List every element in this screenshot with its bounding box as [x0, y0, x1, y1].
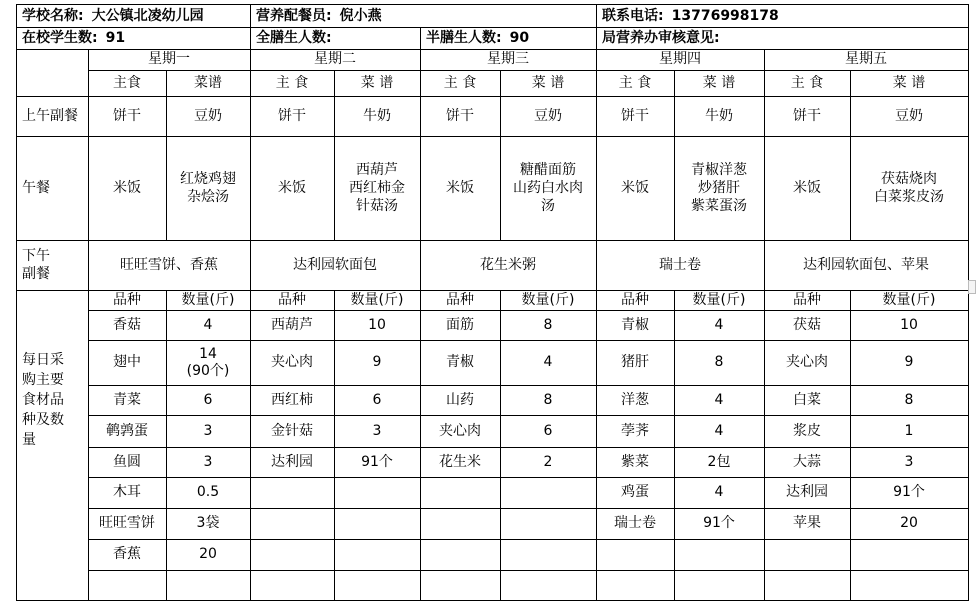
morning-staple: 饼干: [113, 107, 141, 124]
sub-header-menu: 菜 谱: [360, 74, 394, 91]
purchase-quantity: [334, 385, 420, 415]
row-label-purchase: [16, 290, 88, 600]
purchase-quantity: [850, 447, 968, 477]
purchase-item: 香蕉: [113, 546, 141, 563]
purchase-quantity-line: 10: [900, 316, 918, 333]
purchase-quantity-line: 1: [904, 422, 914, 439]
lunch-staple: 米饭: [278, 179, 306, 196]
school-field: [16, 5, 250, 27]
purchase-item: 面筋: [446, 316, 474, 333]
sub-header-staple: 主 食: [618, 74, 652, 91]
purchase-item: 西葫芦: [271, 316, 313, 333]
purchase-quantity: [850, 310, 968, 340]
purchase-quantity: [674, 340, 764, 385]
lunch-dish: 茯菇烧肉: [881, 170, 937, 187]
purchase-header-qty: 数量(斤): [521, 291, 575, 308]
purchase-quantity: [674, 415, 764, 447]
day-header-tue: 星期二: [314, 51, 356, 68]
lunch-dish: 山药白水肉: [513, 179, 583, 196]
phone-label: 联系电话:: [602, 7, 664, 24]
purchase-quantity: [166, 415, 250, 447]
purchase-quantity: [850, 385, 968, 415]
morning-menu: 豆奶: [194, 107, 222, 124]
lunch-staple: 米饭: [446, 179, 474, 196]
row-label-purchase-line1: 每日采: [22, 352, 64, 368]
lunch-menu: [674, 136, 764, 240]
purchase-item: 翅中: [113, 354, 141, 371]
sub-header-menu: 菜谱: [194, 74, 222, 91]
purchase-header-item: 品种: [446, 291, 474, 308]
purchase-quantity: [674, 310, 764, 340]
purchase-item: 夹心肉: [271, 354, 313, 371]
full-board-label: 全膳生人数:: [256, 29, 332, 46]
purchase-item: 达利园: [271, 453, 313, 470]
day-header-thu: 星期四: [659, 51, 701, 68]
purchase-quantity-line: 91个: [893, 484, 925, 501]
purchase-header-qty: 数量(斤): [882, 291, 936, 308]
purchase-item: 旺旺雪饼: [99, 515, 155, 532]
morning-menu: 牛奶: [705, 107, 733, 124]
purchase-item: 浆皮: [793, 422, 821, 439]
half-board-label: 半膳生人数:: [426, 29, 502, 46]
purchase-quantity: [334, 415, 420, 447]
row-label-afternoon: [16, 240, 88, 290]
purchase-item: 荸荠: [621, 422, 649, 439]
purchase-quantity-line: 2包: [707, 453, 731, 470]
afternoon-snack: 达利园软面包、苹果: [803, 256, 929, 273]
nutritionist-name: 倪小燕: [339, 7, 382, 24]
purchase-header-qty: 数量(斤): [350, 291, 404, 308]
purchase-item: 山药: [446, 391, 474, 408]
purchase-quantity-line: 2: [543, 453, 553, 470]
purchase-quantity: [166, 340, 250, 385]
morning-menu: 豆奶: [534, 107, 562, 124]
purchase-item: 青椒: [621, 316, 649, 333]
purchase-quantity: [500, 415, 596, 447]
sub-header-menu: 菜 谱: [892, 74, 926, 91]
bureau-field: [596, 27, 968, 49]
purchase-item: 青菜: [113, 391, 141, 408]
purchase-quantity-line: 4: [543, 354, 553, 371]
purchase-item: 青椒: [446, 354, 474, 371]
purchase-header-item: 品种: [793, 291, 821, 308]
purchase-quantity-line: 8: [543, 316, 553, 333]
half-board-field: [420, 27, 596, 49]
purchase-quantity: [850, 508, 968, 539]
half-board-count: 90: [509, 29, 530, 46]
purchase-quantity-line: 91个: [361, 453, 393, 470]
lunch-dish: 红烧鸡翅: [180, 170, 236, 187]
purchase-quantity-line: 20: [199, 546, 217, 563]
lunch-dish: 汤: [541, 198, 555, 215]
sub-header-staple: 主 食: [443, 74, 477, 91]
school-label: 学校名称:: [22, 7, 84, 24]
lunch-staple: 米饭: [113, 179, 141, 196]
purchase-header-item: 品种: [113, 291, 141, 308]
row-label-morning: 上午副餐: [22, 107, 78, 124]
day-header-wed: 星期三: [487, 51, 529, 68]
row-label-lunch: 午餐: [22, 179, 50, 196]
afternoon-snack: 旺旺雪饼、香蕉: [120, 256, 218, 273]
purchase-item: 白菜: [793, 391, 821, 408]
purchase-item: 达利园: [786, 484, 828, 501]
purchase-quantity-line: 91个: [703, 515, 735, 532]
purchase-item: 花生米: [439, 453, 481, 470]
purchase-quantity: [674, 477, 764, 508]
sub-header-menu: 菜 谱: [531, 74, 565, 91]
purchase-quantity: [334, 340, 420, 385]
purchase-header-item: 品种: [621, 291, 649, 308]
afternoon-snack: 达利园软面包: [293, 256, 377, 273]
lunch-menu: [166, 136, 250, 240]
purchase-item: 金针菇: [271, 422, 313, 439]
bureau-label: 局营养办审核意见:: [602, 29, 720, 46]
lunch-dish: 西葫芦: [356, 161, 398, 178]
lunch-dish: 青椒洋葱: [691, 161, 747, 178]
purchase-item: 紫菜: [621, 453, 649, 470]
lunch-dish: 白菜浆皮汤: [874, 189, 944, 205]
morning-menu: 牛奶: [363, 107, 391, 124]
purchase-item: 香菇: [113, 316, 141, 333]
purchase-quantity-line: 8: [543, 391, 553, 408]
purchase-quantity: [850, 477, 968, 508]
purchase-item: 鹌鹑蛋: [106, 422, 148, 439]
purchase-quantity-line: 4: [203, 316, 213, 333]
lunch-dish: 杂烩汤: [187, 189, 229, 205]
purchase-quantity-line: 6: [372, 391, 382, 408]
afternoon-snack: 瑞士卷: [659, 256, 701, 273]
nutritionist-label: 营养配餐员:: [256, 7, 332, 24]
purchase-quantity: [166, 447, 250, 477]
lunch-menu: [500, 136, 596, 240]
purchase-quantity-line: 4: [714, 391, 724, 408]
purchase-quantity-line: 3: [372, 422, 382, 439]
purchase-item: 西红柿: [271, 391, 313, 408]
purchase-item: 猪肝: [621, 354, 649, 371]
row-label-afternoon-line2: 副餐: [22, 266, 50, 282]
morning-staple: 饼干: [278, 107, 306, 124]
students-count: 91: [105, 29, 126, 46]
purchase-quantity-line: 4: [714, 484, 724, 501]
purchase-quantity-line: 3: [904, 453, 914, 470]
purchase-quantity: [166, 477, 250, 508]
purchase-quantity-line: (90个): [186, 362, 230, 379]
purchase-quantity-line: 3袋: [196, 515, 220, 532]
purchase-quantity-line: 3: [203, 453, 213, 470]
nutritionist-field: [250, 5, 596, 27]
purchase-quantity: [850, 415, 968, 447]
row-label-purchase-line4: 种及数: [22, 412, 64, 428]
purchase-header-qty: 数量(斤): [692, 291, 746, 308]
purchase-item: 鸡蛋: [621, 484, 649, 501]
purchase-quantity: [500, 340, 596, 385]
students-label: 在校学生数:: [22, 29, 98, 46]
row-label-purchase-line5: 量: [22, 432, 36, 448]
purchase-quantity: [850, 340, 968, 385]
row-label-purchase-line3: 食材品: [22, 392, 64, 408]
lunch-dish: 西红柿金: [349, 179, 405, 196]
purchase-item: 洋葱: [621, 391, 649, 408]
purchase-quantity-line: 3: [203, 422, 213, 439]
purchase-quantity: [166, 310, 250, 340]
purchase-quantity: [500, 310, 596, 340]
purchase-quantity-line: 9: [904, 354, 914, 371]
lunch-dish: 紫菜蛋汤: [691, 198, 747, 215]
students-field: [16, 27, 250, 49]
lunch-dish: 糖醋面筋: [520, 161, 576, 178]
purchase-quantity: [166, 385, 250, 415]
full-board-field: [250, 27, 420, 49]
purchase-quantity: [674, 385, 764, 415]
purchase-item: 瑞士卷: [614, 515, 656, 532]
phone-field: [596, 5, 968, 27]
morning-menu: 豆奶: [895, 107, 923, 124]
row-label-purchase-line2: 购主要: [22, 372, 64, 388]
purchase-item: 苹果: [793, 515, 821, 532]
purchase-quantity-line: 20: [900, 515, 918, 532]
day-header-fri: 星期五: [845, 51, 887, 68]
sub-header-staple: 主食: [113, 74, 141, 91]
morning-staple: 饼干: [621, 107, 649, 124]
purchase-quantity-line: 4: [714, 422, 724, 439]
purchase-quantity: [674, 508, 764, 539]
purchase-quantity-line: 9: [372, 354, 382, 371]
purchase-quantity: [500, 385, 596, 415]
purchase-quantity-line: 8: [904, 391, 914, 408]
school-name: 大公镇北凌幼儿园: [91, 7, 204, 24]
purchase-quantity-line: 10: [368, 316, 386, 333]
lunch-dish: 炒猪肝: [698, 179, 740, 196]
purchase-quantity-line: 0.5: [196, 484, 220, 501]
purchase-quantity-line: 8: [714, 354, 724, 371]
purchase-item: 鱼圆: [113, 453, 141, 470]
lunch-staple: 米饭: [793, 179, 821, 196]
lunch-menu: [334, 136, 420, 240]
purchase-item: 大蒜: [793, 453, 821, 470]
sub-header-staple: 主 食: [790, 74, 824, 91]
purchase-quantity: [334, 447, 420, 477]
afternoon-snack: 花生米粥: [480, 256, 536, 273]
scroll-handle[interactable]: [968, 280, 976, 294]
lunch-menu: [850, 136, 968, 240]
purchase-header-item: 品种: [278, 291, 306, 308]
purchase-quantity: [166, 539, 250, 570]
phone-number: 13776998178: [671, 7, 779, 24]
purchase-quantity: [674, 447, 764, 477]
purchase-quantity-line: 14: [199, 346, 217, 363]
purchase-quantity: [334, 310, 420, 340]
purchase-item: 茯菇: [793, 316, 821, 333]
row-label-afternoon-line1: 下午: [22, 247, 50, 264]
purchase-item: 夹心肉: [439, 422, 481, 439]
purchase-quantity-line: 6: [543, 422, 553, 439]
morning-staple: 饼干: [793, 107, 821, 124]
purchase-item: 夹心肉: [786, 354, 828, 371]
purchase-quantity: [500, 447, 596, 477]
purchase-quantity-line: 4: [714, 316, 724, 333]
morning-staple: 饼干: [446, 107, 474, 124]
lunch-dish: 针菇汤: [356, 198, 398, 215]
purchase-header-qty: 数量(斤): [181, 291, 235, 308]
sub-header-menu: 菜 谱: [702, 74, 736, 91]
lunch-staple: 米饭: [621, 179, 649, 196]
sub-header-staple: 主 食: [275, 74, 309, 91]
day-header-mon: 星期一: [148, 51, 190, 68]
purchase-quantity: [166, 508, 250, 539]
purchase-item: 木耳: [113, 484, 141, 501]
purchase-quantity-line: 6: [203, 391, 213, 408]
